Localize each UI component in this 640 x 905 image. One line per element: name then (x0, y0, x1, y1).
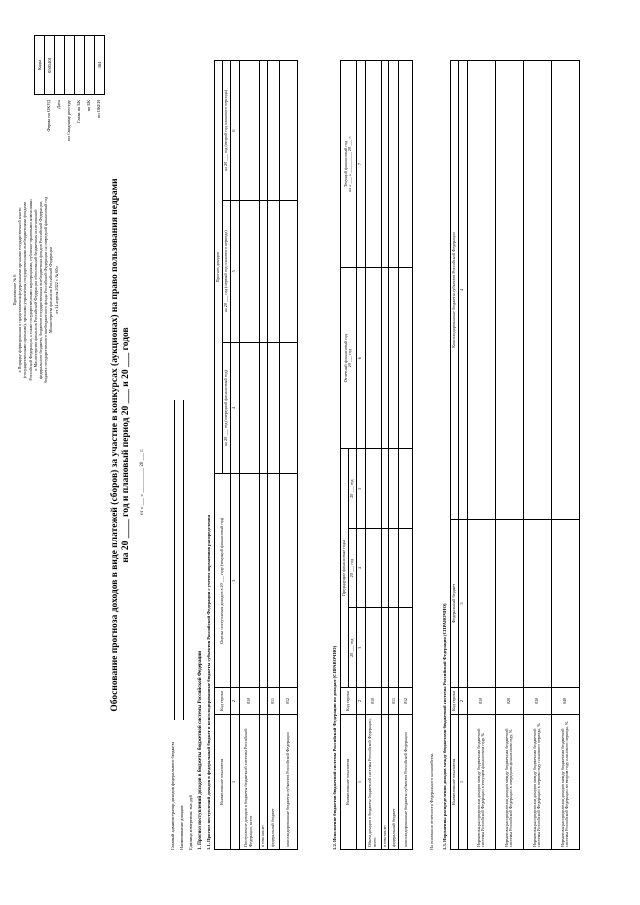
value-cell[interactable] (239, 474, 259, 688)
col-estimate: Оценка поступления доходов в 20 ___ году (текущий финансовый год) (215, 474, 231, 688)
col-number: 4 (356, 528, 365, 608)
col-number: 3 (230, 474, 239, 688)
value-cell[interactable] (495, 61, 523, 520)
value-cell[interactable] (551, 519, 579, 687)
col-code: Код строки (451, 688, 459, 715)
col-name: Наименование показателя (451, 715, 459, 850)
value-cell[interactable] (267, 474, 279, 688)
value-cell[interactable] (467, 519, 495, 687)
value-cell (259, 474, 267, 688)
col-forecast-3: на 20 ___ год (второй год планового периода) (222, 61, 230, 201)
meta-row (177, 400, 186, 850)
col-code: Код строки (341, 688, 357, 715)
value-cell[interactable] (279, 342, 297, 474)
document-date: от « ___ » __________ 20 ___ г. (140, 448, 145, 515)
row-code: 010 (239, 688, 259, 715)
codes-label: Глава по БК (76, 100, 81, 124)
meta-row (186, 400, 195, 850)
value-cell[interactable] (495, 519, 523, 687)
appendix-line: Министерства финансов Российской Федерации (48, 246, 54, 334)
meta-underline (183, 400, 184, 720)
col-number: 6 (356, 268, 365, 449)
row-name: Нормативы распределения доходов между бюджетами бюджетной системы Российской Федерации в очередном финансовом году, % (495, 715, 523, 850)
table-row (495, 61, 523, 850)
value-cell[interactable] (365, 449, 381, 529)
row-name: консолидированные бюджеты субъектов Российской Федерации (279, 715, 297, 850)
meta-row (168, 400, 177, 850)
value-cell[interactable] (399, 528, 413, 608)
title-line-1: Обоснование прогноза доходов в виде платежей (сборов) за участие в конкурсах (аукционах) на право пользования недрами (110, 178, 120, 712)
code-value-bk (85, 36, 95, 95)
appendix-line: от 14 апреля 2022 г. № 60н (53, 266, 59, 314)
appendix-line: (государственными органами), органами управления государственными внебюджетными фондами (22, 201, 28, 379)
col-number: 5 (230, 201, 239, 343)
codes-label: Форма по ОКУД (46, 100, 51, 132)
value-cell[interactable] (523, 61, 551, 520)
value-cell[interactable] (239, 201, 259, 343)
value-cell (259, 342, 267, 474)
value-cell[interactable] (267, 342, 279, 474)
col-report (341, 268, 357, 449)
title-line-2: на 20 ____ год и плановый период 20 ___ и 20 ___ годов (121, 327, 131, 563)
meta-label: Единица измерения: тыс.руб (188, 794, 193, 850)
value-cell[interactable] (523, 519, 551, 687)
value-cell[interactable] (399, 608, 413, 688)
code-value-okud: 0505401 (45, 36, 55, 95)
document-title (110, 135, 132, 755)
table-row (279, 61, 297, 850)
col-current-date: на « ___ » __________ 20 ___ г. (347, 136, 353, 192)
value-cell[interactable] (389, 268, 399, 449)
value-cell[interactable] (365, 528, 381, 608)
value-cell[interactable] (365, 268, 381, 449)
value-cell[interactable] (399, 61, 413, 268)
col-number: 2 (356, 688, 365, 715)
value-cell[interactable] (467, 61, 495, 520)
table-row (389, 61, 399, 850)
table-row (381, 61, 389, 850)
value-cell[interactable] (551, 61, 579, 520)
col-report-year: 20 ___ год (347, 349, 353, 368)
row-code: 010 (467, 688, 495, 715)
footnote: На основании отчетности Федерального казначейства. (429, 752, 434, 850)
col-forecast-2: на 20 ___ год (первый год планового периода) (222, 201, 230, 343)
col-number: 2 (230, 688, 239, 715)
col-previous: Предыдущие финансовые годы (341, 449, 349, 688)
row-name: федеральный бюджет (389, 715, 399, 850)
meta-label: Главный администратор доходов федерального бюджета (170, 741, 175, 850)
appendix-line: федерального бюджета, бюджетов государственных внебюджетных фондов Российской Федерации, (38, 200, 44, 380)
value-cell[interactable] (365, 608, 381, 688)
appendix-line: Российской Федерации, а также государственными корпорациями, публично-правовыми компаниями (27, 199, 33, 381)
codes-label: по БК (86, 100, 91, 112)
col-forecast: Прогноз доходов (215, 61, 223, 474)
row-name: Объем доходов в бюджеты бюджетной системы Российской Федерации, всего (365, 715, 381, 850)
codes-label: по ОКЕИ (96, 100, 101, 119)
table-row (523, 61, 551, 850)
col-number: 4 (458, 61, 467, 520)
col-number: 7 (356, 61, 365, 268)
col-current (341, 61, 357, 268)
value-cell[interactable] (399, 268, 413, 449)
row-name: Поступление доходов в бюджеты бюджетной системы Российской Федерации, всего (239, 715, 259, 850)
section-1-2-title: 1.2. Исполнение бюджетов бюджетной системы Российской Федерации по доходам (СПРАВОЧНО) (332, 645, 337, 850)
col-regional: Консолидированные бюджеты субъектов Российской Федерации (451, 61, 459, 520)
value-cell[interactable] (399, 449, 413, 529)
value-cell[interactable] (267, 201, 279, 343)
col-number: 1 (230, 715, 239, 850)
row-name: консолидированные бюджеты субъектов Российской Федерации (399, 715, 413, 850)
code-value-okei: 384 (95, 36, 105, 95)
value-cell (259, 61, 267, 201)
code-value-date (55, 36, 65, 95)
meta-label: Наименование доходов (179, 805, 184, 850)
value-cell[interactable] (389, 61, 399, 268)
execution-table (340, 60, 413, 850)
row-code: 040 (551, 688, 579, 715)
col-forecast-1: на 20 ___ год (очередной финансовый год) (222, 342, 230, 474)
col-federal: Федеральный бюджет (451, 519, 459, 687)
appendix-line: к Порядку формирования и представления федеральными органами государственной власти (17, 207, 23, 373)
codes-label: Дата (56, 100, 61, 109)
codes-label (34, 100, 44, 205)
appendix-line: в Министерство финансов Российской Федерации обоснований бюджетных ассигнований (32, 209, 38, 371)
row-name: Нормативы распределения доходов между бюджетами бюджетной системы Российской Федерации в первом году планового периода, % (523, 715, 551, 850)
value-cell[interactable] (389, 449, 399, 529)
codes-header: Коды (35, 36, 45, 95)
col-number: 3 (356, 608, 365, 688)
row-code (259, 688, 267, 715)
row-code: 020 (495, 688, 523, 715)
row-name: Нормативы распределения доходов между бюджетами бюджетной системы Российской Федерации в текущем финансовом году, % (467, 715, 495, 850)
table-row (399, 61, 413, 850)
col-number: 6 (230, 61, 239, 201)
value-cell[interactable] (279, 474, 297, 688)
value-cell[interactable] (279, 201, 297, 343)
row-name: в том числе: (259, 715, 267, 850)
section-1-1-title: 1.1. Прогноз поступлений доходов в федеральный бюджет и консолидированные бюджеты субъектов Российской Федерации с учетом нормативов распределения (206, 514, 211, 850)
value-cell[interactable] (267, 61, 279, 201)
row-code (381, 688, 389, 715)
row-name: в том числе: (381, 715, 389, 850)
value-cell[interactable] (365, 61, 381, 268)
col-name: Наименование показателя (215, 715, 231, 850)
meta-block (168, 400, 195, 850)
codes-table (34, 35, 105, 95)
value-cell[interactable] (279, 61, 297, 201)
norms-table (450, 60, 580, 850)
col-number: 1 (356, 715, 365, 850)
section-1-title: 1. Прогноз поступлений доходов в бюджеты бюджетной системы Российской Федерации (198, 651, 203, 850)
section-1-3-title: 1.3. Нормативы распределения доходов между бюджетами бюджетной системы Российской Федерации (СПРАВОЧНО) (442, 603, 447, 850)
code-value-chapter (75, 36, 85, 95)
value-cell (381, 61, 389, 268)
row-code: 012 (399, 688, 413, 715)
table-row (259, 61, 267, 850)
row-code: 010 (365, 688, 381, 715)
value-cell (381, 608, 389, 688)
meta-underline (174, 400, 175, 720)
col-number: 2 (458, 688, 467, 715)
table-row (267, 61, 279, 850)
value-cell (381, 449, 389, 529)
table-row (467, 61, 495, 850)
col-number: 1 (458, 715, 467, 850)
col-code: Код строки (215, 688, 231, 715)
col-number: 5 (356, 449, 365, 529)
row-code: 030 (523, 688, 551, 715)
value-cell (381, 528, 389, 608)
codes-label: по Сводному реестру (66, 100, 71, 141)
table-row (239, 61, 259, 850)
codes-labels (34, 100, 104, 205)
forecast-table (214, 60, 298, 850)
row-name: федеральный бюджет (267, 715, 279, 850)
value-cell[interactable] (389, 608, 399, 688)
row-code: 011 (267, 688, 279, 715)
col-prev-3: 20 ___ год (348, 449, 356, 529)
col-prev-1: 20 ___ год (348, 608, 356, 688)
col-prev-2: 20 ___ год (348, 528, 356, 608)
row-code: 011 (389, 688, 399, 715)
table-row (365, 61, 381, 850)
col-name: Наименование показателя (341, 715, 357, 850)
row-code: 012 (279, 688, 297, 715)
appendix-line: Приложение № 6 (12, 274, 17, 306)
row-name: Нормативы распределения доходов между бюджетами бюджетной системы Российской Федерации во втором году планового периода, % (551, 715, 579, 850)
value-cell[interactable] (239, 61, 259, 201)
code-value-registry (65, 36, 75, 95)
value-cell[interactable] (239, 342, 259, 474)
appendix-line: бюджета государственного внебюджетного фонда Российской Федерации на очередной финансовый год (43, 196, 49, 384)
table-row (551, 61, 579, 850)
col-number: 4 (230, 342, 239, 474)
value-cell[interactable] (389, 528, 399, 608)
value-cell (259, 201, 267, 343)
col-number: 3 (458, 519, 467, 687)
col-report-label: Отчетный финансовый год (342, 334, 348, 383)
value-cell (381, 268, 389, 449)
col-current-label: Текущий финансовый год (342, 141, 348, 188)
